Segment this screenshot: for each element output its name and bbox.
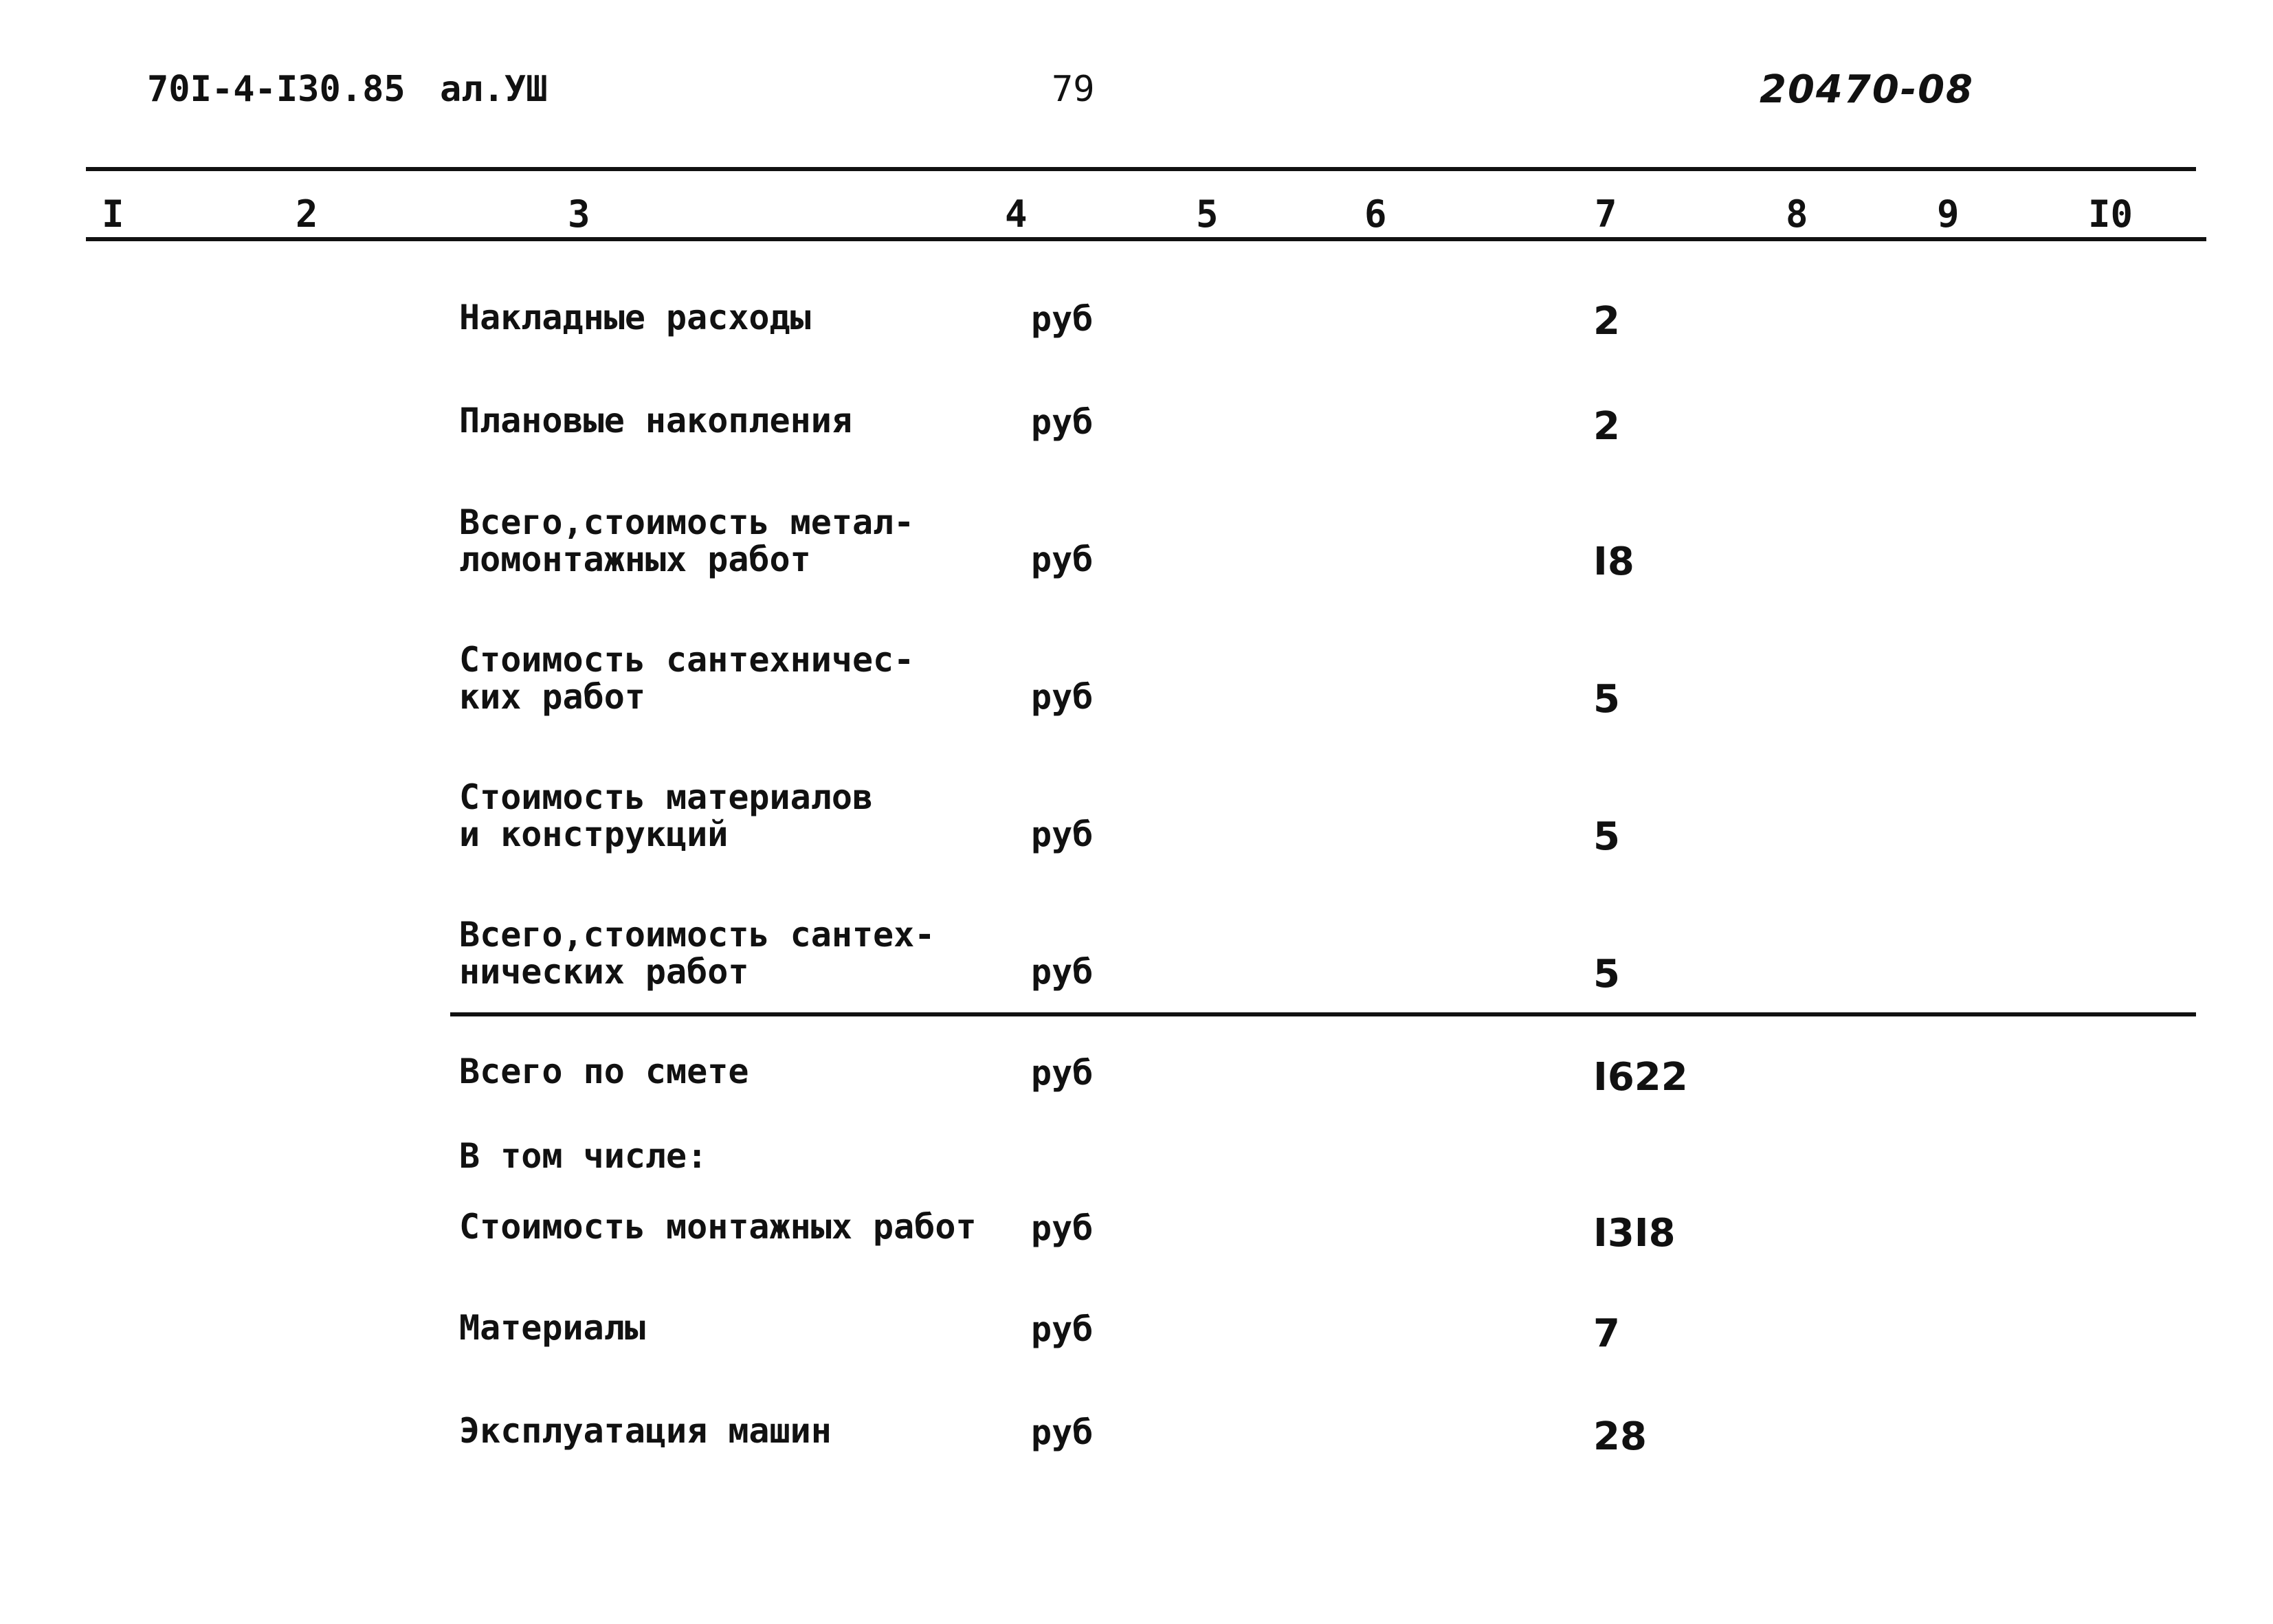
row-unit-materials-cost: руб (1031, 814, 1094, 854)
column-number-7: 7 (1595, 192, 1617, 236)
total-unit-installation: руб (1031, 1208, 1094, 1248)
row-label-overhead: Накладные расходы (459, 298, 811, 337)
row-label-metalwork-total: Всего,стоимость метал- ломонтажных работ (459, 502, 915, 579)
total-value-estimate: I622 (1593, 1055, 1688, 1100)
row-unit-overhead: руб (1031, 299, 1094, 339)
column-number-9: 9 (1937, 192, 1960, 236)
including-label: В том числе: (459, 1136, 708, 1176)
row-label-plumbing-cost: Стоимость сантехничес- ких работ (459, 640, 915, 717)
total-label-materials: Материалы (459, 1308, 645, 1348)
row-unit-metalwork-total: руб (1031, 540, 1094, 579)
row-value-materials-cost: 5 (1593, 814, 1620, 859)
total-label-installation: Стоимость монтажных работ (459, 1207, 977, 1247)
subtotal-rule (450, 1012, 2196, 1016)
row-label-planned-savings: Плановые накопления (459, 401, 852, 441)
total-unit-machine-operation: руб (1031, 1412, 1094, 1452)
column-number-10: I0 (2088, 192, 2133, 236)
total-label-estimate: Всего по смете (459, 1052, 749, 1091)
row-unit-plumbing-total: руб (1031, 952, 1094, 992)
column-number-3: 3 (568, 192, 590, 236)
page-number: 79 (1052, 69, 1095, 110)
column-number-1: I (102, 192, 124, 236)
row-value-plumbing-cost: 5 (1593, 677, 1620, 722)
row-label-materials-cost: Стоимость материалов и конструкций (459, 777, 874, 854)
total-value-installation: I3I8 (1593, 1211, 1676, 1256)
document-code: 70I-4-I30.85 (147, 69, 406, 110)
column-number-5: 5 (1196, 192, 1219, 236)
table-top-rule (86, 167, 2196, 171)
row-value-metalwork-total: I8 (1593, 540, 1634, 584)
total-unit-materials: руб (1031, 1309, 1094, 1349)
column-number-8: 8 (1786, 192, 1808, 236)
total-unit-estimate: руб (1031, 1053, 1094, 1093)
row-label-plumbing-total: Всего,стоимость сантех- нических работ (459, 915, 935, 992)
row-value-plumbing-total: 5 (1593, 952, 1620, 997)
total-label-machine-operation: Эксплуатация машин (459, 1411, 832, 1451)
total-value-materials: 7 (1593, 1311, 1620, 1356)
total-value-machine-operation: 28 (1593, 1414, 1647, 1459)
row-unit-planned-savings: руб (1031, 402, 1094, 442)
column-header-rule (86, 237, 2206, 241)
column-number-6: 6 (1364, 192, 1387, 236)
row-value-planned-savings: 2 (1593, 404, 1620, 449)
album-number: ал.УШ (440, 69, 548, 110)
column-number-4: 4 (1005, 192, 1028, 236)
row-value-overhead: 2 (1593, 299, 1620, 344)
handwritten-number: 20470-08 (1760, 67, 1974, 112)
row-unit-plumbing-cost: руб (1031, 677, 1094, 717)
column-number-2: 2 (296, 192, 318, 236)
